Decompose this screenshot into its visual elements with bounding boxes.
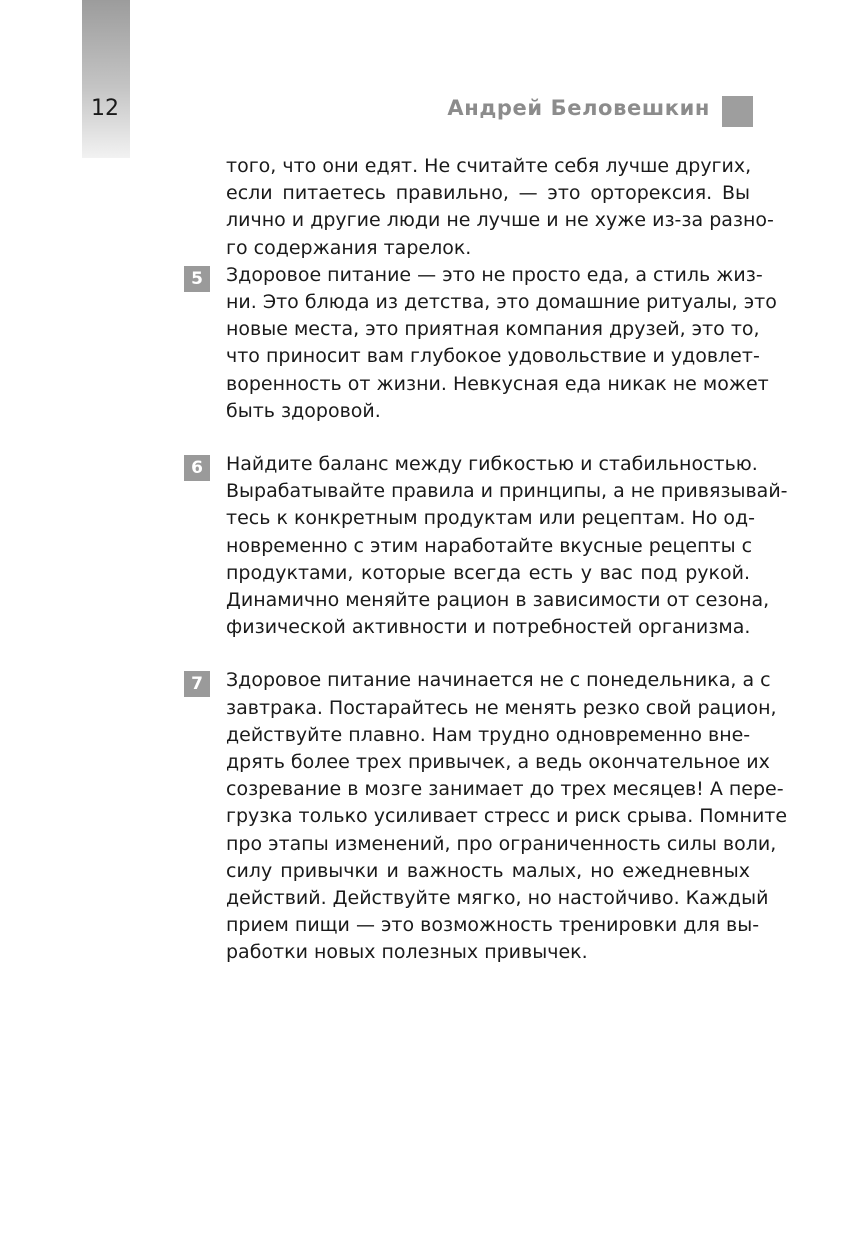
- item-number-badge: 7: [184, 671, 210, 697]
- item-line: ни. Это блюда из детства, это домашние ритуалы, это: [226, 291, 777, 314]
- item-line: что приносит вам глубокое удовольствие и удовлет-: [226, 345, 760, 368]
- item-line: новременно с этим наработайте вкусные рецепты с: [226, 534, 753, 557]
- item-number-badge: 5: [184, 266, 210, 292]
- item-line: действий. Действуйте мягко, но настойчиво. Каждый: [226, 887, 769, 910]
- page-edge-tab: [82, 0, 130, 158]
- item-line: Найдите баланс между гибкостью и стабильностью.: [226, 453, 758, 476]
- item-line: воренность от жизни. Невкусная еда никак не может: [226, 372, 769, 395]
- numbered-items: [191, 262, 788, 967]
- item-line: Здоровое питание начинается не с понедельника, а с: [226, 669, 771, 692]
- page-number: 12: [91, 96, 119, 121]
- item-line: Вырабатывайте правила и принципы, а не привязывай-: [226, 480, 788, 503]
- item-line: действуйте плавно. Нам трудно одновременно вне-: [226, 723, 751, 746]
- item-line: про этапы изменений, про ограниченность силы воли,: [226, 832, 777, 855]
- continued-paragraph: [226, 153, 774, 262]
- item-line: продуктами, которые всегда есть у вас под рукой.: [226, 561, 750, 584]
- page-body: [191, 153, 788, 967]
- item-number-badge: 6: [184, 455, 210, 481]
- item-line: прием пищи — это возможность тренировки для вы-: [226, 914, 760, 937]
- item-line: грузка только усиливает стресс и риск срыва. Помните: [226, 805, 788, 828]
- item-line: быть здоровой.: [226, 399, 381, 422]
- paragraph-line: лично и другие люди не лучше и не хуже из-за разно-: [226, 209, 774, 232]
- running-head-marker: [722, 96, 753, 127]
- item-line: физической активности и потребностей организма.: [226, 616, 751, 639]
- item-line: Здоровое питание — это не просто еда, а стиль жиз-: [226, 263, 763, 286]
- item-line: силу привычки и важность малых, но ежедневных: [226, 859, 750, 882]
- item-line: созревание в мозге занимает до трех месяцев! А пере-: [226, 778, 784, 801]
- item-line: дрять более трех привычек, а ведь окончательное их: [226, 751, 770, 774]
- running-head-author: Андрей Беловешкин: [447, 96, 710, 120]
- item-line: завтрака. Постарайтесь не менять резко свой рацион,: [226, 696, 777, 719]
- item-line: новые места, это приятная компания друзей, это то,: [226, 318, 760, 341]
- numbered-item-6: [191, 451, 788, 641]
- paragraph-line: если питаетесь правильно, — это орторексия. Вы: [226, 182, 750, 205]
- item-line: Динамично меняйте рацион в зависимости от сезона,: [226, 589, 770, 612]
- paragraph-line: того, что они едят. Не считайте себя лучше других,: [226, 155, 752, 177]
- item-line: тесь к конкретным продуктам или рецептам. Но од-: [226, 507, 755, 530]
- numbered-item-5: [191, 262, 777, 425]
- item-line: работки новых полезных привычек.: [226, 941, 588, 964]
- paragraph-line: го содержания тарелок.: [226, 236, 472, 259]
- numbered-item-7: [191, 667, 788, 966]
